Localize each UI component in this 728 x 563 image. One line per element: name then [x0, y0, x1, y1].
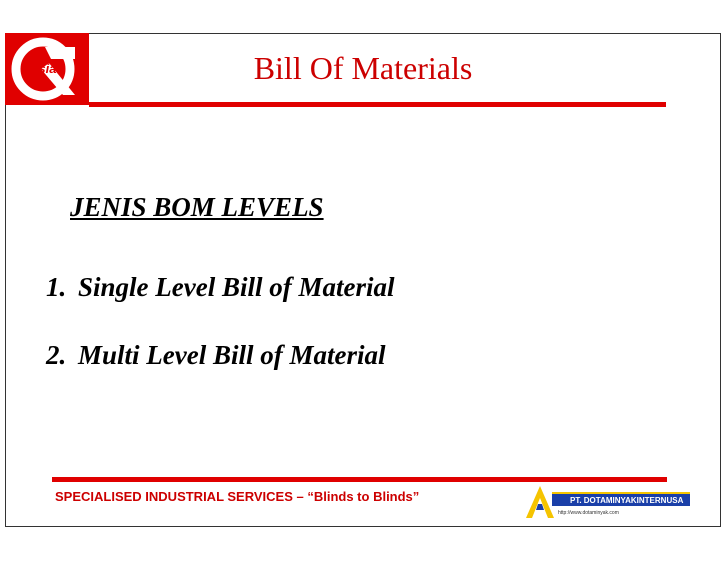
slide-title-text: Bill Of Materials: [253, 50, 473, 86]
logo-text: Asia: [29, 61, 57, 76]
company-url: http://www.dotaminyak.com: [558, 510, 619, 516]
list-item-text: Multi Level Bill of Material: [78, 340, 386, 370]
list-item-text: Single Level Bill of Material: [78, 272, 395, 302]
title-divider: [89, 102, 666, 107]
list-item: [46, 340, 385, 371]
company-logo: [522, 484, 692, 520]
list-item-number: 1.: [46, 272, 67, 302]
list-item-number: 2.: [46, 340, 67, 370]
section-heading: JENIS BOM LEVELS: [70, 192, 324, 222]
list-item: [46, 272, 394, 303]
company-name: PT. DOTAMINYAKINTERNUSA: [570, 496, 684, 505]
footer-text: SPECIALISED INDUSTRIAL SERVICES – “Blinds to Blinds”: [55, 489, 420, 504]
footer-divider: [52, 477, 667, 482]
slide-title: [0, 50, 728, 87]
